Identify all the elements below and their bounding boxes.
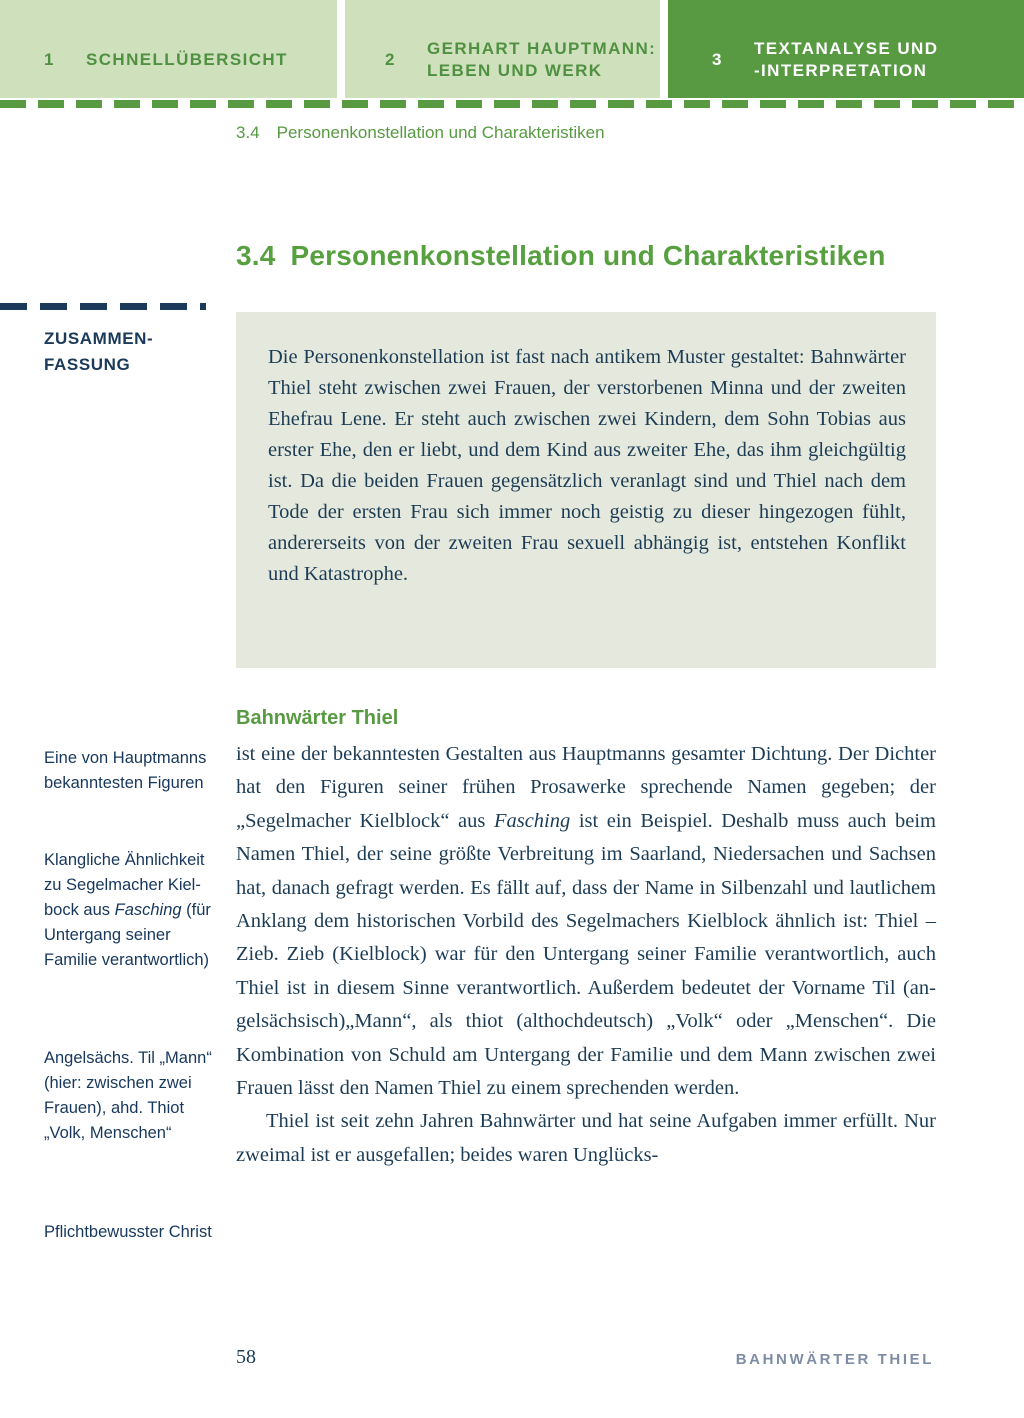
- margin-note-italic-title: Fasching: [114, 901, 182, 919]
- summary-margin-label: [44, 326, 214, 378]
- summary-text: Die Personenkonstellation ist fast nach antikem Muster gestaltet: Bahnwärter Thiel steht zwischen zwei Frauen, der verstorbenen Minna und der zweiten Ehefrau Lene. Er steht auch zwischen zwei Kindern, dem Sohn Tobias aus erster Ehe, den er liebt, und dem Kind aus zweiter Ehe, das ihm gleichgültig ist. Da die beiden Frauen gegensätzlich veranlagt sind und Thiel nach dem Tode der ersten Frau sich immer noch geistig zu dieser hingezogen fühlt, andererseits von der zweiten Frau sexuell abhängig ist, entstehen Konflikt und Katastrophe.: [268, 346, 906, 585]
- tab-label-line2: LEBEN UND WERK: [427, 61, 603, 80]
- page-number: 58: [236, 1346, 256, 1368]
- tab-textanalyse-interpretation[interactable]: [668, 0, 1024, 98]
- paragraph-1-italic-title: Fasching: [493, 809, 571, 832]
- summary-box: [236, 312, 936, 668]
- tab-hauptmann-leben-und-werk[interactable]: [345, 0, 660, 98]
- tab-schnelluebersicht[interactable]: [0, 0, 337, 98]
- margin-note-christ: Pflichtbewusster Christ: [44, 1223, 212, 1241]
- tab-number: 3: [712, 50, 723, 69]
- tab-label-line1: TEXTANALYSE UND: [754, 39, 939, 58]
- tab-label-line1: GERHART HAUPTMANN:: [427, 39, 657, 58]
- page-title-number: 3.4: [236, 240, 276, 271]
- margin-note-known-figure: Eine von Hauptmanns bekanntesten Figuren: [44, 749, 207, 792]
- breadcrumb: [236, 123, 605, 143]
- breadcrumb-text: Personenkonstellation und Charakteristiken: [276, 123, 605, 142]
- page-title-text: Personenkonstellation und Charakteristiken: [290, 240, 886, 271]
- page-title: [236, 240, 956, 272]
- green-dashed-divider: [0, 100, 1024, 108]
- navy-dashed-rule: [0, 303, 206, 310]
- paragraph-2: Thiel ist seit zehn Jahren Bahnwärter und hat seine Aufgaben immer erfüllt. Nur zweimal ist er ausgefallen; beides waren Unglücks-: [236, 1110, 936, 1166]
- chapter-tabs: [0, 0, 1024, 98]
- margin-note-text: Klangliche Ähnlichkeit zu Segelmacher Kielbock aus: [44, 851, 205, 919]
- summary-label-line1: ZUSAMMEN-: [44, 329, 154, 348]
- paragraph-1-text: ist eine der bekanntesten Gestalten aus Hauptmanns gesamter Dichtung. Der Dichter hat den Figuren seiner frühen Prosawerke sprechende Namen gegeben; der „Segelmacher Kielblock“ aus: [236, 743, 936, 832]
- section-heading: Bahnwärter Thiel: [236, 707, 399, 729]
- body-text: [236, 738, 936, 1172]
- margin-note-kielblock: [44, 848, 216, 973]
- breadcrumb-number: 3.4: [236, 123, 260, 142]
- paragraph-1: [236, 738, 936, 1105]
- margin-note-text-cont: (für Untergang seiner Familie verantwortlich): [44, 901, 211, 969]
- tab-label-line2: -INTERPRETATION: [754, 61, 928, 80]
- paragraph-1-text-cont: ist ein Beispiel. Deshalb muss auch beim Namen Thiel, der seine größte Verbreitung im Saarland, Niedersachen und Sachsen hat, danach gefragt werden. Es fällt auf, dass der Name in Silbenzahl und lautlichem Anklang dem historischen Vorbild des Segelmachers Kielblock ähnlich ist: Thiel – Zieb. Zieb (Kielblock) war für den Untergang seiner Familie verantwortlich, auch Thiel ist in diesem Sinne verantwortlich. Außerdem bedeutet der Vorname Til (angelsächsisch)„Mann“, als thiot (althochdeutsch) „Volk“ oder „Menschen“. Die Kombination von Schuld am Untergang der Familie und dem Mann zwischen zwei Frauen lässt den Namen Thiel zu einem sprechenden werden.: [236, 809, 936, 1100]
- margin-note-name-meaning: Angelsächs. Til „Mann“ (hier: zwischen zwei Frauen), ahd. Thiot „Volk, Menschen“: [44, 1049, 212, 1142]
- running-title: BAHNWÄRTER THIEL: [735, 1351, 934, 1368]
- tab-label: SCHNELLÜBERSICHT: [86, 50, 288, 69]
- summary-label-line2: FASSUNG: [44, 355, 131, 374]
- tab-number: 1: [44, 50, 55, 69]
- tab-number: 2: [385, 50, 396, 69]
